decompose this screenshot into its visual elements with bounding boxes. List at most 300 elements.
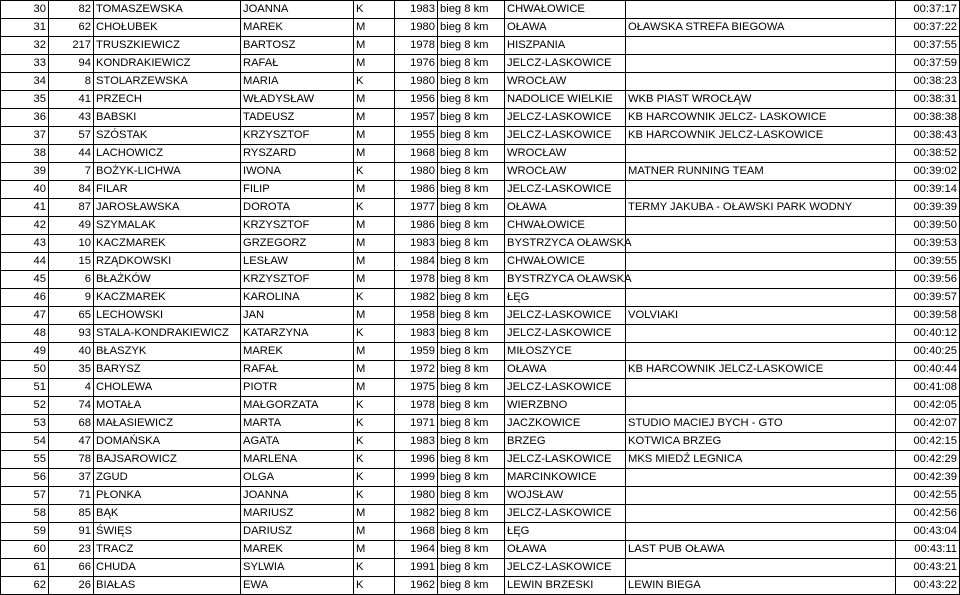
cell-city: JELCZ-LASKOWICE [505,451,626,469]
cell-sex: M [354,109,395,127]
cell-place: 38 [1,145,49,163]
cell-surname: CHOLEWA [94,379,241,397]
cell-time: 00:43:04 [896,523,960,541]
cell-distance: bieg 8 km [438,199,505,217]
cell-birth-year: 1962 [395,577,438,595]
cell-city: NADOLICE WIELKIE [505,91,626,109]
cell-club: KB HARCOWNIK JELCZ-LASKOWICE [626,361,896,379]
cell-distance: bieg 8 km [438,379,505,397]
cell-distance: bieg 8 km [438,91,505,109]
cell-bib: 41 [49,91,94,109]
table-row [1,433,960,451]
cell-club [626,343,896,361]
table-row [1,361,960,379]
cell-city: MARCINKOWICE [505,469,626,487]
cell-time: 00:42:55 [896,487,960,505]
cell-time: 00:38:52 [896,145,960,163]
table-row [1,109,960,127]
cell-club: KB HARCOWNIK JELCZ- LASKOWICE [626,109,896,127]
cell-bib: 4 [49,379,94,397]
cell-bib: 15 [49,253,94,271]
table-row [1,145,960,163]
cell-distance: bieg 8 km [438,37,505,55]
cell-bib: 82 [49,1,94,19]
cell-sex: K [354,487,395,505]
cell-first-name: OLGA [241,469,354,487]
cell-first-name: SYLWIA [241,559,354,577]
cell-surname: BĄK [94,505,241,523]
cell-surname: FILAR [94,181,241,199]
cell-place: 53 [1,415,49,433]
cell-place: 49 [1,343,49,361]
cell-place: 62 [1,577,49,595]
cell-birth-year: 1958 [395,307,438,325]
cell-sex: K [354,325,395,343]
cell-time: 00:41:08 [896,379,960,397]
cell-sex: K [354,73,395,91]
cell-city: JELCZ-LASKOWICE [505,181,626,199]
table-row [1,415,960,433]
cell-birth-year: 1980 [395,163,438,181]
cell-surname: TOMASZEWSKA [94,1,241,19]
cell-club: TERMY JAKUBA - OŁAWSKI PARK WODNY [626,199,896,217]
cell-sex: M [354,145,395,163]
cell-birth-year: 1980 [395,487,438,505]
cell-bib: 47 [49,433,94,451]
cell-bib: 66 [49,559,94,577]
cell-club: OŁAWSKA STREFA BIEGOWA [626,19,896,37]
cell-first-name: MAREK [241,343,354,361]
cell-bib: 49 [49,217,94,235]
cell-city: ŁĘG [505,289,626,307]
cell-club: KB HARCOWNIK JELCZ-LASKOWICE [626,127,896,145]
cell-sex: M [354,91,395,109]
cell-distance: bieg 8 km [438,127,505,145]
cell-first-name: JAN [241,307,354,325]
cell-first-name: MAŁGORZATA [241,397,354,415]
cell-place: 47 [1,307,49,325]
cell-time: 00:39:53 [896,235,960,253]
cell-bib: 43 [49,109,94,127]
cell-birth-year: 1983 [395,325,438,343]
cell-birth-year: 1956 [395,91,438,109]
cell-club [626,253,896,271]
cell-bib: 68 [49,415,94,433]
cell-city: CHWAŁOWICE [505,1,626,19]
cell-sex: M [354,217,395,235]
cell-distance: bieg 8 km [438,325,505,343]
cell-distance: bieg 8 km [438,487,505,505]
table-row [1,181,960,199]
table-row [1,343,960,361]
cell-sex: M [354,307,395,325]
cell-bib: 93 [49,325,94,343]
cell-city: BYSTRZYCA OŁAWSKA [505,235,626,253]
cell-surname: LACHOWICZ [94,145,241,163]
cell-time: 00:38:31 [896,91,960,109]
cell-bib: 71 [49,487,94,505]
table-row [1,73,960,91]
cell-club [626,523,896,541]
cell-surname: SZYMALAK [94,217,241,235]
cell-sex: M [354,541,395,559]
cell-time: 00:40:25 [896,343,960,361]
cell-sex: K [354,415,395,433]
cell-time: 00:37:55 [896,37,960,55]
cell-birth-year: 1978 [395,397,438,415]
cell-place: 52 [1,397,49,415]
cell-first-name: MARIA [241,73,354,91]
cell-club: STUDIO MACIEJ BYCH - GTO [626,415,896,433]
cell-time: 00:40:12 [896,325,960,343]
cell-surname: BŁAŻKÓW [94,271,241,289]
cell-birth-year: 1978 [395,37,438,55]
cell-birth-year: 1978 [395,271,438,289]
table-row [1,541,960,559]
table-row [1,1,960,19]
cell-surname: DOMAŃSKA [94,433,241,451]
cell-club [626,181,896,199]
cell-time: 00:37:17 [896,1,960,19]
cell-time: 00:38:23 [896,73,960,91]
cell-time: 00:43:11 [896,541,960,559]
cell-first-name: MARTA [241,415,354,433]
cell-first-name: KRZYSZTOF [241,127,354,145]
cell-city: WIERZBNO [505,397,626,415]
table-row [1,487,960,505]
cell-first-name: DOROTA [241,199,354,217]
cell-first-name: WŁADYSŁAW [241,91,354,109]
cell-sex: K [354,577,395,595]
cell-sex: M [354,235,395,253]
cell-sex: K [354,289,395,307]
cell-birth-year: 1972 [395,361,438,379]
cell-city: JELCZ-LASKOWICE [505,307,626,325]
cell-club: WKB PIAST WROCŁĄW [626,91,896,109]
cell-first-name: MAREK [241,541,354,559]
cell-club [626,397,896,415]
cell-club: KOTWICA BRZEG [626,433,896,451]
cell-place: 46 [1,289,49,307]
table-row [1,523,960,541]
cell-place: 35 [1,91,49,109]
cell-sex: M [354,19,395,37]
cell-distance: bieg 8 km [438,217,505,235]
cell-time: 00:39:55 [896,253,960,271]
cell-club [626,469,896,487]
cell-first-name: AGATA [241,433,354,451]
cell-birth-year: 1986 [395,217,438,235]
cell-surname: STOLARZEWSKA [94,73,241,91]
cell-first-name: KATARZYNA [241,325,354,343]
cell-bib: 9 [49,289,94,307]
cell-club: LAST PUB OŁAWA [626,541,896,559]
cell-city: JELCZ-LASKOWICE [505,109,626,127]
cell-surname: ZGUD [94,469,241,487]
cell-place: 30 [1,1,49,19]
cell-place: 61 [1,559,49,577]
cell-distance: bieg 8 km [438,1,505,19]
cell-place: 37 [1,127,49,145]
cell-city: JACZKOWICE [505,415,626,433]
cell-time: 00:42:15 [896,433,960,451]
cell-first-name: JOANNA [241,487,354,505]
cell-distance: bieg 8 km [438,469,505,487]
cell-place: 57 [1,487,49,505]
cell-birth-year: 1968 [395,145,438,163]
cell-birth-year: 1983 [395,433,438,451]
cell-bib: 78 [49,451,94,469]
cell-bib: 35 [49,361,94,379]
cell-time: 00:38:43 [896,127,960,145]
cell-sex: K [354,559,395,577]
cell-surname: PŁONKA [94,487,241,505]
cell-city: OŁAWA [505,19,626,37]
cell-bib: 7 [49,163,94,181]
cell-time: 00:42:56 [896,505,960,523]
cell-city: MIŁOSZYCE [505,343,626,361]
cell-club [626,1,896,19]
table-row [1,559,960,577]
cell-city: OŁAWA [505,541,626,559]
cell-sex: M [354,505,395,523]
table-row [1,253,960,271]
table-row [1,235,960,253]
cell-distance: bieg 8 km [438,55,505,73]
cell-club [626,217,896,235]
cell-birth-year: 1975 [395,379,438,397]
cell-city: WROCŁAW [505,145,626,163]
cell-distance: bieg 8 km [438,307,505,325]
table-row [1,217,960,235]
cell-birth-year: 1986 [395,181,438,199]
cell-bib: 62 [49,19,94,37]
cell-first-name: KRZYSZTOF [241,217,354,235]
cell-first-name: GRZEGORZ [241,235,354,253]
cell-club [626,55,896,73]
table-row [1,451,960,469]
table-row [1,469,960,487]
cell-time: 00:38:38 [896,109,960,127]
cell-bib: 91 [49,523,94,541]
table-row [1,325,960,343]
cell-distance: bieg 8 km [438,343,505,361]
cell-sex: K [354,397,395,415]
cell-first-name: JOANNA [241,1,354,19]
cell-club [626,325,896,343]
table-row [1,37,960,55]
cell-bib: 26 [49,577,94,595]
cell-sex: K [354,451,395,469]
cell-distance: bieg 8 km [438,523,505,541]
cell-surname: PRZECH [94,91,241,109]
cell-time: 00:39:02 [896,163,960,181]
cell-place: 55 [1,451,49,469]
cell-surname: BOŻYK-LICHWA [94,163,241,181]
cell-place: 44 [1,253,49,271]
cell-sex: M [354,343,395,361]
cell-city: OŁAWA [505,199,626,217]
cell-time: 00:37:59 [896,55,960,73]
cell-place: 60 [1,541,49,559]
cell-city: CHWAŁOWICE [505,217,626,235]
cell-sex: M [354,253,395,271]
cell-sex: M [354,127,395,145]
cell-first-name: TADEUSZ [241,109,354,127]
cell-first-name: BARTOSZ [241,37,354,55]
cell-club [626,379,896,397]
cell-city: WOJSŁAW [505,487,626,505]
cell-birth-year: 1959 [395,343,438,361]
cell-birth-year: 1991 [395,559,438,577]
table-row [1,19,960,37]
cell-bib: 23 [49,541,94,559]
cell-place: 31 [1,19,49,37]
cell-sex: M [354,55,395,73]
cell-time: 00:42:29 [896,451,960,469]
cell-birth-year: 1968 [395,523,438,541]
cell-city: JELCZ-LASKOWICE [505,379,626,397]
cell-bib: 74 [49,397,94,415]
table-row [1,289,960,307]
cell-city: JELCZ-LASKOWICE [505,505,626,523]
cell-surname: ŚWIĘS [94,523,241,541]
cell-bib: 37 [49,469,94,487]
cell-surname: BŁASZYK [94,343,241,361]
cell-sex: K [354,433,395,451]
cell-bib: 85 [49,505,94,523]
cell-surname: BARYSZ [94,361,241,379]
cell-first-name: LESŁAW [241,253,354,271]
cell-sex: K [354,469,395,487]
cell-surname: TRUSZKIEWICZ [94,37,241,55]
cell-birth-year: 1982 [395,505,438,523]
cell-time: 00:43:21 [896,559,960,577]
cell-city: ŁĘG [505,523,626,541]
cell-bib: 87 [49,199,94,217]
cell-surname: SZÓSTAK [94,127,241,145]
cell-city: HISZPANIA [505,37,626,55]
cell-place: 58 [1,505,49,523]
cell-place: 39 [1,163,49,181]
cell-city: JELCZ-LASKOWICE [505,55,626,73]
cell-place: 42 [1,217,49,235]
cell-distance: bieg 8 km [438,541,505,559]
cell-distance: bieg 8 km [438,145,505,163]
cell-surname: MAŁASIEWICZ [94,415,241,433]
table-row [1,91,960,109]
cell-place: 40 [1,181,49,199]
cell-distance: bieg 8 km [438,397,505,415]
cell-place: 33 [1,55,49,73]
cell-time: 00:42:39 [896,469,960,487]
cell-bib: 40 [49,343,94,361]
cell-birth-year: 1977 [395,199,438,217]
table-row [1,127,960,145]
cell-place: 34 [1,73,49,91]
cell-time: 00:39:57 [896,289,960,307]
cell-distance: bieg 8 km [438,361,505,379]
cell-club [626,487,896,505]
cell-time: 00:40:44 [896,361,960,379]
cell-surname: BAJSAROWICZ [94,451,241,469]
cell-bib: 84 [49,181,94,199]
table-row [1,55,960,73]
cell-city: JELCZ-LASKOWICE [505,325,626,343]
cell-place: 50 [1,361,49,379]
cell-club [626,505,896,523]
cell-surname: KACZMAREK [94,289,241,307]
cell-club [626,289,896,307]
cell-distance: bieg 8 km [438,235,505,253]
cell-city: JELCZ-LASKOWICE [505,127,626,145]
cell-birth-year: 1996 [395,451,438,469]
cell-surname: LECHOWSKI [94,307,241,325]
cell-place: 43 [1,235,49,253]
cell-place: 36 [1,109,49,127]
cell-city: WROCŁAW [505,73,626,91]
cell-first-name: DARIUSZ [241,523,354,541]
cell-distance: bieg 8 km [438,109,505,127]
cell-surname: TRACZ [94,541,241,559]
cell-city: JELCZ-LASKOWICE [505,559,626,577]
cell-place: 48 [1,325,49,343]
cell-birth-year: 1980 [395,73,438,91]
table-row [1,379,960,397]
table-row [1,199,960,217]
cell-first-name: IWONA [241,163,354,181]
cell-time: 00:39:14 [896,181,960,199]
cell-distance: bieg 8 km [438,253,505,271]
cell-city: WROCŁAW [505,163,626,181]
cell-first-name: KAROLINA [241,289,354,307]
table-row [1,271,960,289]
cell-bib: 10 [49,235,94,253]
cell-surname: BIAŁAS [94,577,241,595]
cell-city: OŁAWA [505,361,626,379]
cell-club: MATNER RUNNING TEAM [626,163,896,181]
cell-birth-year: 1980 [395,19,438,37]
cell-sex: M [354,523,395,541]
cell-sex: K [354,199,395,217]
cell-birth-year: 1983 [395,235,438,253]
cell-bib: 57 [49,127,94,145]
cell-surname: JAROSŁAWSKA [94,199,241,217]
cell-club [626,235,896,253]
cell-first-name: RAFAŁ [241,55,354,73]
cell-surname: STALA-KONDRAKIEWICZ [94,325,241,343]
cell-place: 41 [1,199,49,217]
cell-bib: 8 [49,73,94,91]
cell-city: BYSTRZYCA OŁAWSKA [505,271,626,289]
cell-surname: RZĄDKOWSKI [94,253,241,271]
cell-distance: bieg 8 km [438,19,505,37]
cell-place: 51 [1,379,49,397]
cell-sex: M [354,379,395,397]
cell-birth-year: 1957 [395,109,438,127]
cell-club [626,145,896,163]
cell-first-name: FILIP [241,181,354,199]
cell-birth-year: 1983 [395,1,438,19]
cell-distance: bieg 8 km [438,181,505,199]
cell-birth-year: 1955 [395,127,438,145]
cell-city: LEWIN BRZESKI [505,577,626,595]
cell-sex: K [354,163,395,181]
cell-club: MKS MIEDŹ LEGNICA [626,451,896,469]
table-row [1,505,960,523]
cell-sex: M [354,361,395,379]
cell-bib: 44 [49,145,94,163]
